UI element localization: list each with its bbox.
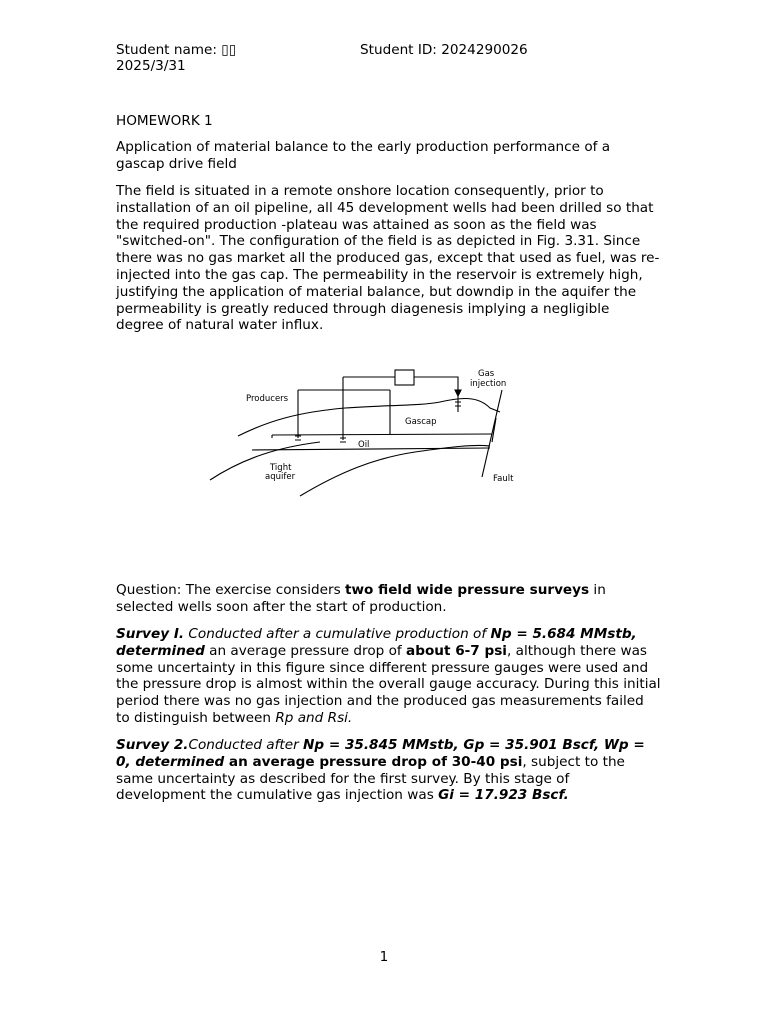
date: 2025/3/31: [116, 58, 186, 74]
aquifer-lower-curve: [300, 445, 490, 496]
survey2-text1: , subject to the same uncertainty as described for the first survey. By this stage of development the cumulative gas injection was: [116, 753, 625, 804]
student-id-value: 2024290026: [441, 42, 528, 58]
survey1-text1: an average pressure drop of: [204, 642, 407, 659]
label-producers: Producers: [246, 394, 289, 404]
field-configuration-figure: [200, 362, 530, 502]
question-paragraph: [116, 582, 661, 616]
injection-arrow: [455, 390, 461, 396]
survey1-italic1: Conducted after a cumulative production of: [184, 626, 491, 642]
label-oil: Oil: [358, 440, 370, 450]
question-prefix: Question: The exercise considers: [116, 582, 345, 598]
survey2-bold2: an average pressure drop of 30-40 psi: [224, 753, 523, 770]
survey1-bold2: about 6-7 psi: [406, 642, 507, 659]
label-aquifer: aquifer: [265, 472, 296, 482]
survey2-bold1: Np = 35.845 MMstb, Gp = 35.901 Bscf, Wp = 0, determined: [116, 737, 645, 770]
page-number: 1: [379, 949, 389, 965]
survey2-paragraph: [116, 737, 661, 804]
gas-oil-contact: [272, 434, 492, 435]
label-fault: Fault: [493, 474, 514, 484]
subtitle: Application of material balance to the early production performance of a gascap drive field: [116, 139, 611, 172]
injection-line: [414, 377, 458, 394]
survey2-label: Survey 2.: [116, 737, 189, 753]
label-tight: Tight: [270, 463, 292, 473]
survey1-label: Survey I.: [116, 626, 185, 642]
survey2-bold3: Gi = 17.923 Bscf.: [438, 787, 569, 804]
survey2-italic1: Conducted after: [188, 737, 303, 753]
survey1-bold1: Np = 5.684 MMstb, determined: [116, 626, 637, 659]
question-bold: two field wide pressure surveys: [344, 582, 590, 598]
facility-box: [395, 370, 414, 385]
survey1-paragraph: [116, 626, 661, 727]
student-name: [116, 42, 236, 59]
survey1-italic2: Rp and Rsi.: [275, 709, 353, 726]
student-id: [360, 42, 528, 59]
oil-water-contact: [252, 448, 490, 450]
student-name-label: Student name:: [116, 42, 217, 58]
question-suffix: in selected wells soon after the start of production.: [116, 582, 606, 615]
gascap-top-surface: [238, 398, 500, 436]
student-id-label: Student ID:: [360, 42, 437, 58]
label-injection: injection: [470, 379, 507, 389]
label-gascap: Gascap: [405, 417, 437, 427]
intro-paragraph: The field is situated in a remote onshore location consequently, prior to installation of an oil pipeline, all 45 development wells had been drilled so that the required production -plateau was attained as soon as the field was "switched-on". The configuration of the field is as depicted in Fig. 3.31. Since there was no gas market all the produced gas, except that used as fuel, was re-injected into the gas cap. The permeability in the reservoir is extremely high, justifying the application of material balance, but downdip in the aquifer the permeability is greatly reduced through diagenesis implying a negligible degree of natural water influx.: [116, 183, 660, 334]
label-gas: Gas: [478, 369, 495, 379]
student-name-value: ▯▯: [221, 42, 237, 58]
survey1-text2: , although there was some uncertainty in this figure since different pressure gauges were used and the pressure drop is almost within the overall gauge accuracy. During this initial period there was no gas injection and the produced gas measurements failed to distinguish between: [116, 642, 661, 726]
homework-title: HOMEWORK 1: [116, 113, 213, 129]
